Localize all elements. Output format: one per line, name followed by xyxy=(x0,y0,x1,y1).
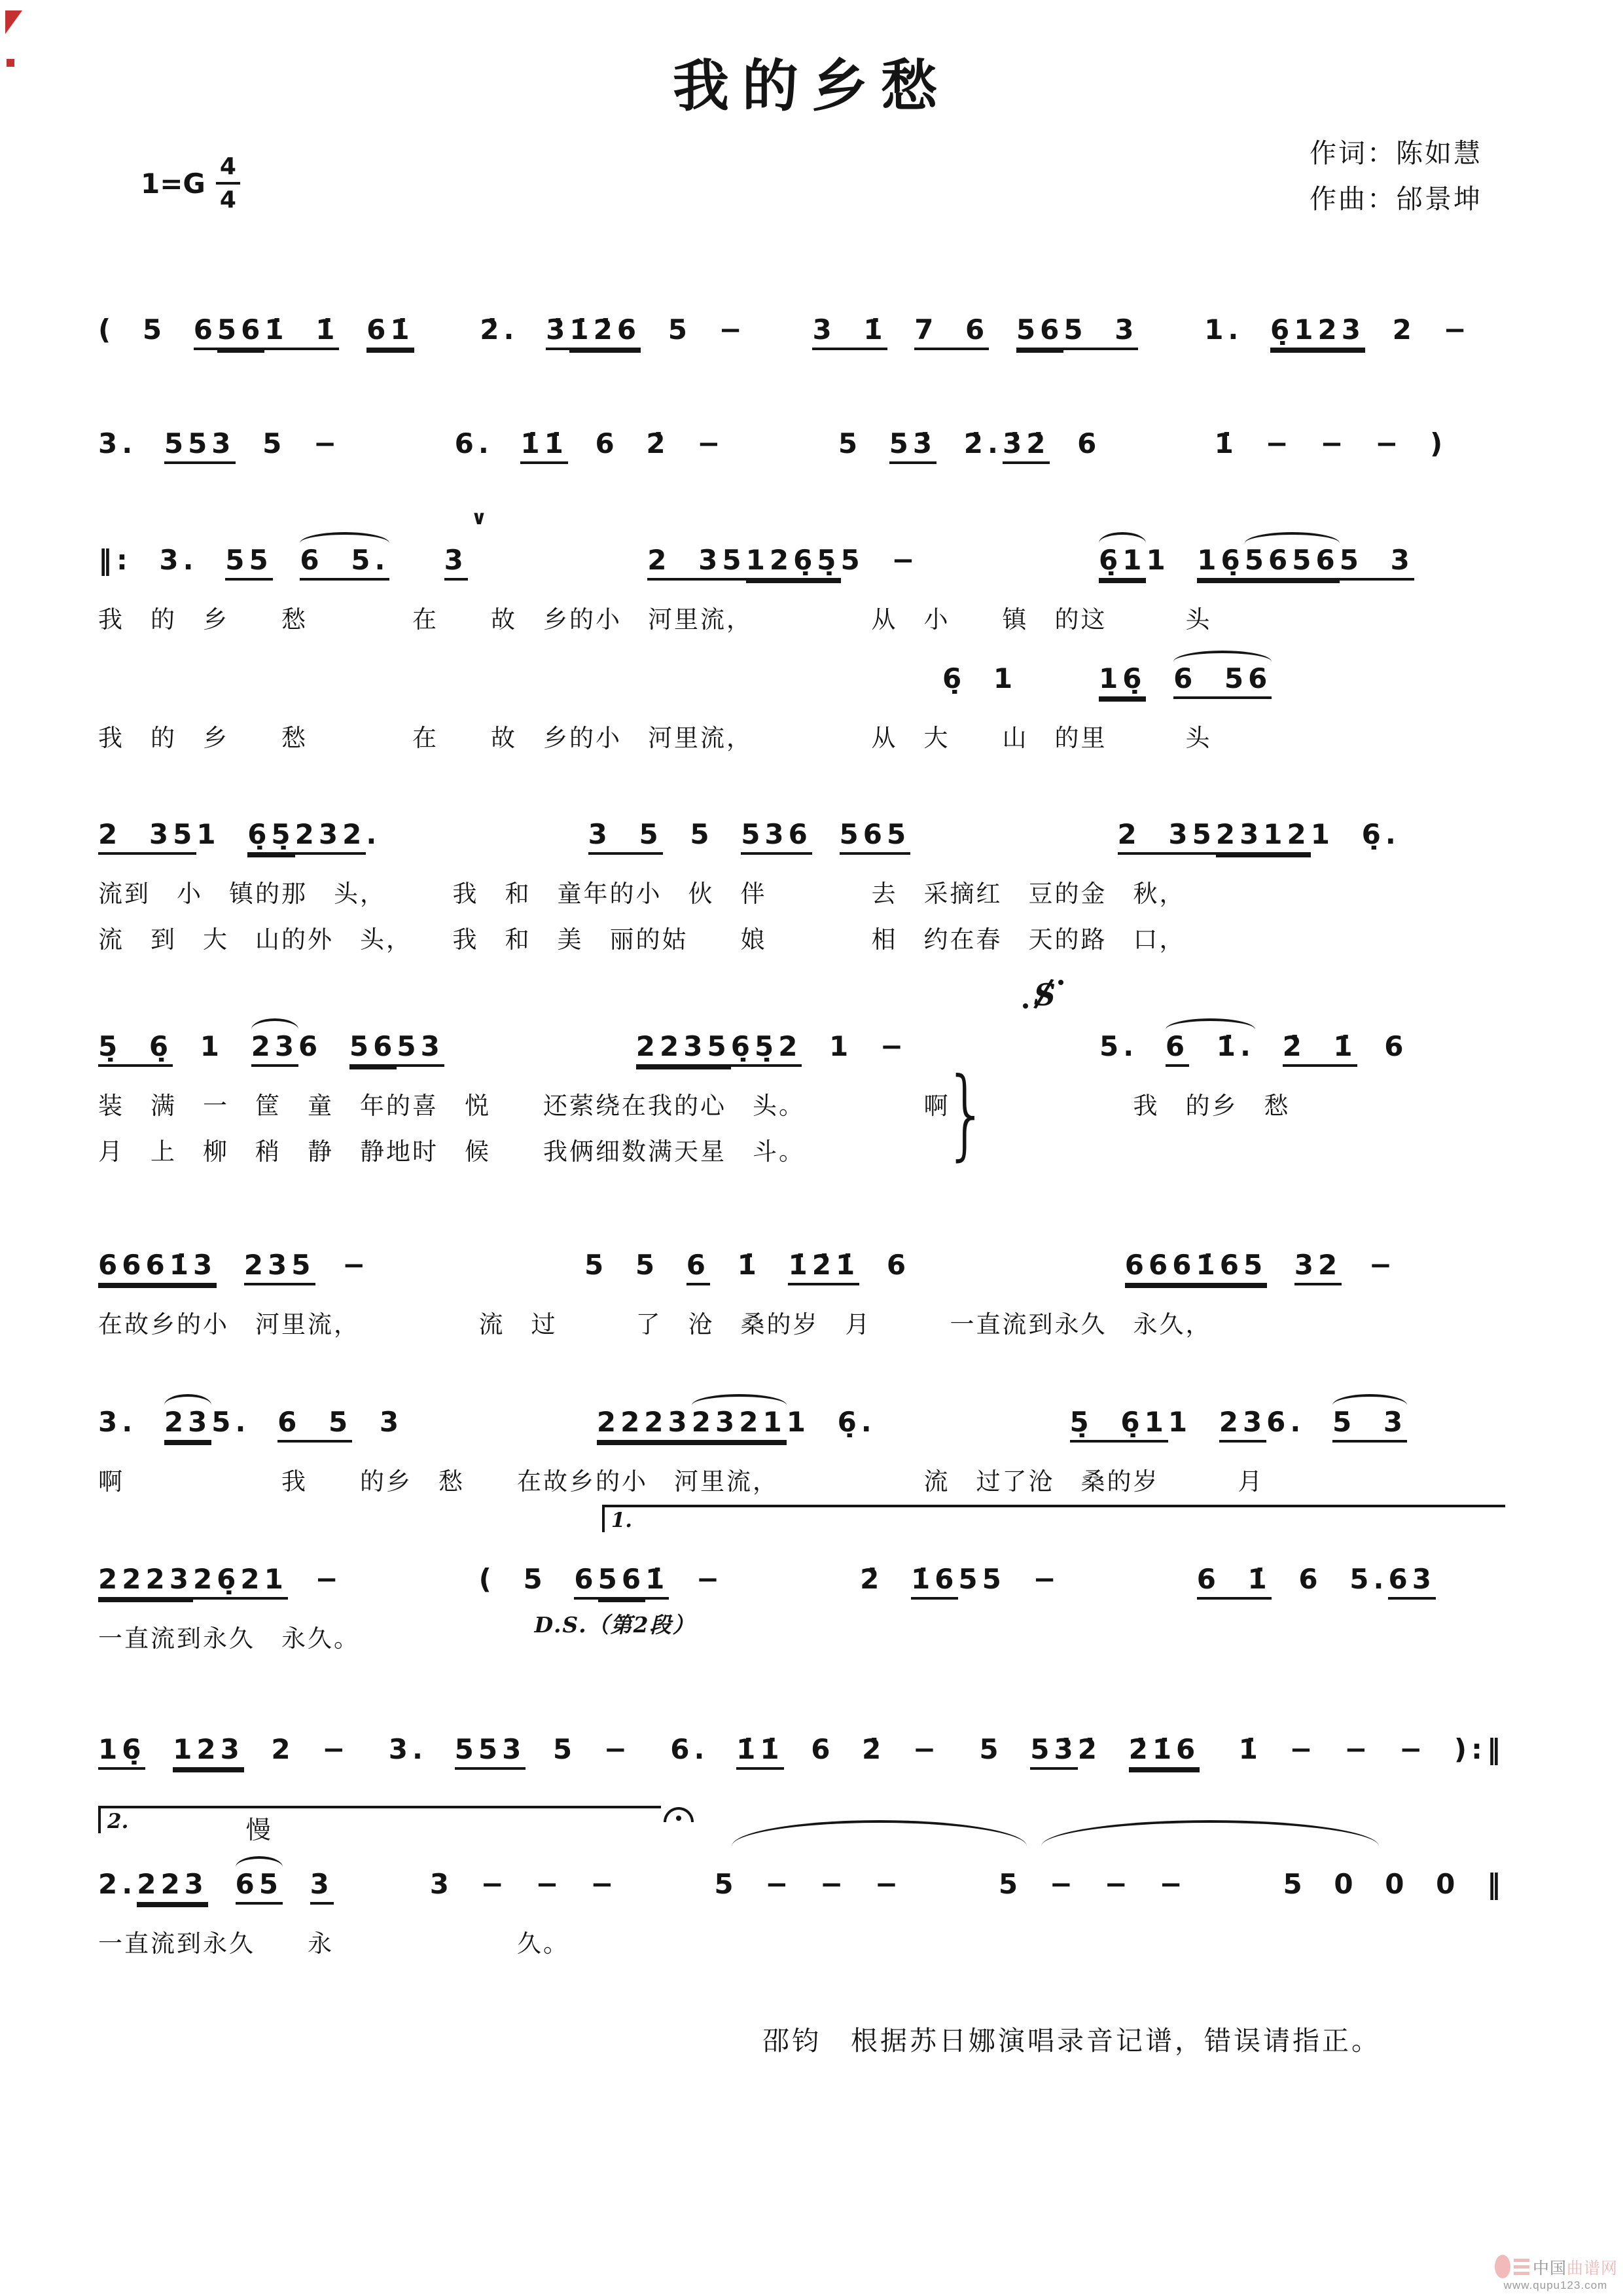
measure: 5 0 0 0 ‖ xyxy=(1283,1868,1505,1900)
notes-row xyxy=(942,636,1505,708)
measure: ‖: 3. 55 6 5. 3 xyxy=(98,544,468,576)
lyricist-credit: 作词：陈如慧 xyxy=(1310,138,1482,168)
measure: 5 − − − xyxy=(714,1868,903,1900)
breath-mark: ∨ xyxy=(471,507,488,529)
notes-row xyxy=(98,1524,1505,1608)
lyrics-line: 一直流到永久 永久。 xyxy=(98,1625,360,1652)
measure: 16 123 2 − xyxy=(98,1733,349,1765)
key-time-signature xyxy=(141,153,240,213)
watermark xyxy=(1493,2254,1618,2292)
notes-row xyxy=(98,1210,1505,1294)
logo-bars-icon xyxy=(1514,2259,1529,2275)
watermark-url: www.qupu123.com xyxy=(1503,2279,1608,2291)
volta-mark: 1. xyxy=(602,1505,1505,1532)
time-signature-numerator: 4 xyxy=(216,153,240,185)
notes-row xyxy=(98,275,1505,359)
measure: 22232621 − xyxy=(98,1563,343,1595)
transcriber-note: 邵钧 根据苏日娜演唱录音记谱，错误请指正。 xyxy=(762,2026,1381,2056)
measure: 2 3523121 6. xyxy=(1118,818,1400,850)
song-title: 我的乡愁 xyxy=(673,53,950,119)
lyrics-line: 在故乡的小 河里流， 流 过 了 沧 桑的岁 月 一直流到永久 永久， xyxy=(98,1311,1212,1338)
measure: 2.223 65 3 xyxy=(98,1868,334,1900)
measure: 5 532 216 xyxy=(979,1733,1200,1765)
measure: ( 5 6561 − xyxy=(479,1563,724,1595)
measure: ( 5 6561 1 61 xyxy=(98,314,414,346)
measure: 3. 553 5 − xyxy=(389,1733,632,1765)
time-signature xyxy=(216,153,240,213)
time-signature-denominator: 4 xyxy=(219,187,236,213)
system-10 xyxy=(98,1695,1505,1778)
measure: 2. 3126 5 − xyxy=(480,314,746,346)
measure: 5 611 236. 5 3 xyxy=(1070,1406,1408,1438)
slow-mark: 慢 xyxy=(245,1817,271,1844)
lyrics-line: 啊 我 的乡 愁 在故乡的小 河里流， 流 过了沧 桑的岁 月 xyxy=(98,1468,1264,1495)
tie-mark xyxy=(1041,1820,1379,1846)
notes-row xyxy=(98,1367,1505,1451)
measure: 5. 6 1. 2 1 6 xyxy=(1099,1030,1408,1062)
composer-credit: 作曲：邰景坤 xyxy=(1310,183,1482,214)
notes-row xyxy=(98,1695,1505,1778)
system-5 xyxy=(98,780,1505,955)
tie-mark xyxy=(732,1820,1027,1846)
lyrics-line: 装 满 一 筐 童 年的喜 悦 还萦绕在我的心 头。 啊 我 的乡 愁 xyxy=(98,1092,1291,1119)
system-7 xyxy=(98,1210,1505,1340)
measure: 3 5 5 536 565 xyxy=(588,818,911,850)
system-3 xyxy=(98,505,1505,635)
measure: 666165 32 − xyxy=(1125,1249,1397,1281)
measure: 5 − − − xyxy=(998,1868,1187,1900)
lyrics-line: 流到 小 镇的那 头， 我 和 童年的小 伙 伴 去 采摘红 豆的金 秋， xyxy=(98,880,1186,907)
measure: 5 6 1 236 5653 xyxy=(98,1030,444,1062)
fermata-mark xyxy=(664,1807,694,1822)
system-1 xyxy=(98,275,1505,359)
system-6 xyxy=(98,977,1505,1171)
measure: 5 53 2.32 6 xyxy=(838,427,1101,459)
measure: 66613 235 − xyxy=(98,1249,370,1281)
notes-row xyxy=(98,389,1505,473)
lyrics-line: 我 的 乡 愁 在 故 乡的小 河里流， 从 小 镇 的这 头 xyxy=(98,606,1212,633)
lyrics-line: 一直流到永久 永 久。 xyxy=(98,1930,569,1957)
system-9 xyxy=(98,1509,1505,1654)
lyrics-line: 流 到 大 山的外 头， 我 和 美 丽的姑 娘 相 约在春 天的路 口， xyxy=(98,926,1186,953)
logo-circle-icon xyxy=(1495,2255,1510,2278)
measure: 2 351 65232. xyxy=(98,818,381,850)
system-4 xyxy=(98,636,1505,753)
segno-mark: / S xyxy=(1034,977,1056,1013)
ds-mark: D.S.（第2段） xyxy=(534,1612,696,1638)
measure: 1 − − − ) xyxy=(1214,427,1448,459)
lyrics-line: 我 的 乡 愁 在 故 乡的小 河里流， 从 大 山 的里 头 xyxy=(98,725,1212,751)
measure: 3 − − − xyxy=(429,1868,618,1900)
brace-mark: } xyxy=(944,1057,990,1171)
measure: 6 1 16 6 56 xyxy=(942,662,1272,694)
measure: 5 5 6 1 121 6 xyxy=(584,1249,910,1281)
notes-row xyxy=(98,992,1505,1075)
notes-row xyxy=(98,505,1505,589)
measure: 1. 6123 2 − xyxy=(1204,314,1471,346)
measure: 3. 553 5 − xyxy=(98,427,341,459)
measure: 6. 11 6 2 − xyxy=(455,427,725,459)
volta-mark: 2. xyxy=(98,1806,661,1833)
key-signature: 1=G xyxy=(141,167,205,200)
watermark-site-name: 中国曲谱网 xyxy=(1532,2259,1618,2278)
system-2 xyxy=(98,389,1505,473)
lyrics-line: 月 上 柳 稍 静 静地时 候 我俩细数满天星 斗。 xyxy=(98,1138,805,1165)
measure: 6. 11 6 2 − xyxy=(670,1733,940,1765)
measure: 222323211 6. xyxy=(597,1406,876,1438)
measure: 2 3512655 − xyxy=(647,544,919,576)
measure: 1 − − − ):‖ xyxy=(1238,1733,1505,1765)
measure: 3 1 7 6 565 3 xyxy=(812,314,1138,346)
notes-row xyxy=(98,780,1505,863)
qupu-logo-icon xyxy=(1495,2254,1618,2279)
scan-artifact-red-dot xyxy=(7,59,14,67)
measure: 6 1 6 5.63 xyxy=(1197,1563,1436,1595)
measure: 611 1656565 3 xyxy=(1099,544,1414,576)
measure: 2 1655 − xyxy=(860,1563,1061,1595)
score-body xyxy=(98,275,1505,1959)
system-8 xyxy=(98,1367,1505,1497)
measure: 3. 235. 6 5 3 xyxy=(98,1406,403,1438)
measure: 2235652 1 − xyxy=(636,1030,908,1062)
system-11 xyxy=(98,1810,1505,1959)
credits xyxy=(1310,131,1482,222)
header-row xyxy=(141,131,1482,262)
